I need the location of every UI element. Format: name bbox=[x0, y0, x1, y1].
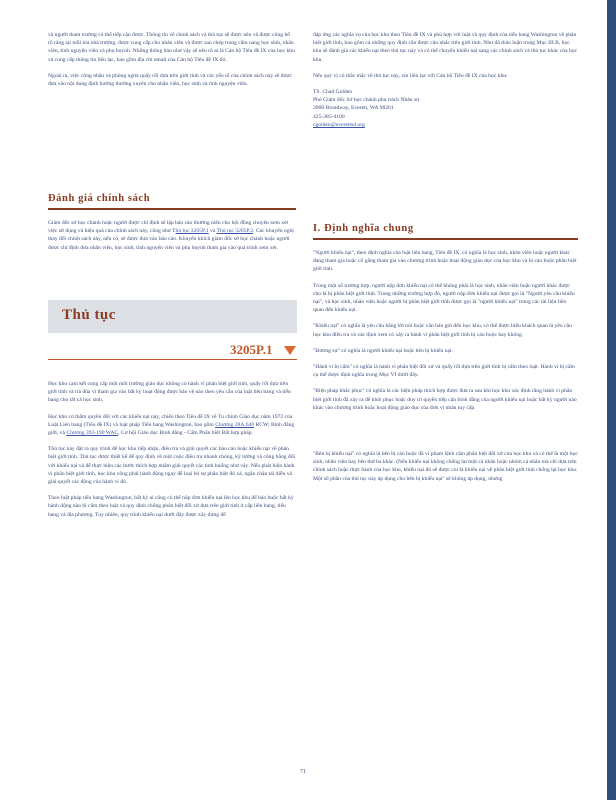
procedure-heading: Thủ tục bbox=[62, 307, 116, 323]
definition-complainant: "Người khiếu nại", theo định nghĩa của luật liên bang, Tiêu đề IX, có nghĩa là học sinh, nhân viên hoặc người khác đang tham gia hoặc cố gắng tham gia vào chương trình hoặc hoạt động giáo dục của học khu và bị cáo buộc phân biệt giới tính. bbox=[313, 250, 577, 273]
definition-prohibited-conduct: "Hành vi bị cấm" có nghĩa là hành vi phân biệt đối xử và quấy rối dựa trên giới tính bị cấm theo luật. Hành vi bị cấm cụ thể được định nghĩa trong Mục VI dưới đây. bbox=[313, 364, 575, 379]
review-text-b: và bbox=[208, 228, 217, 235]
chapter-392-190-link[interactable]: Chương 392-190 WAC bbox=[66, 430, 119, 437]
procedure-band bbox=[48, 300, 297, 333]
definition-complaint: "Khiếu nại" có nghĩa là yêu cầu bằng lời nói hoặc văn bản gửi đến học khu, có thể được hiểu khách quan là yêu cầu học khu điều tra và xác định xem có xảy ra hành vi phân biệt giới tính bị cáo buộc hay không. bbox=[313, 323, 572, 338]
procedure-para-1: Học khu cam kết cung cấp một môi trường giáo dục không có hành vi phân biệt giới tính, quấy rối dựa trên giới tính và trả đũa vì tham gia vào bất kỳ hoạt động được bảo vệ nào theo yêu cầu của luật liên bang và tiểu bang cho tất cả học sinh. bbox=[48, 381, 291, 404]
procedure-body bbox=[48, 380, 296, 519]
proc-p2-a: Học khu có thẩm quyền đối với các khiếu nại này, chiếu theo Tiêu đề IX về Tu chính Giáo dục năm 1972 của Luật Liên bang (Tiêu đề IX) và luật pháp Tiểu bang Washington, bao gồm bbox=[48, 413, 293, 428]
chapter-28a640-link[interactable]: Chương 28A.640 bbox=[215, 421, 255, 428]
page-edge-bar bbox=[607, 0, 616, 800]
policy-review-section bbox=[48, 192, 296, 252]
procedure-para-3: Thủ tục này đặt ra quy trình để học khu tiếp nhận, điều tra và giải quyết các báo cáo hoặc khiếu nại về phân biệt giới tính. Thủ tục được thiết kế để quy định về một cuộc điều tra nhanh chóng, kỹ lưỡng và công bằng đối với khiếu nại và để thực hiện các bước thích hợp nhằm giải quyết các tình huống như vậy. Nếu phát hiện hành vi phân biệt giới tính, học khu công phải hành động ngay để loại bỏ sự phân biệt đó xả, ngăn chặn tái diễn và giải quyết các động của hành vi đó. bbox=[48, 446, 296, 486]
review-text-c: . Các khuyến nghị thay đổi chính sách này, nếu có, sẽ được đưa vào báo cáo. Khuyến khích giám đốc sở học chánh hoặc người được chỉ định đưa nhân viên, học sinh, tình nguyện viên và phụ huynh tham gia vào quá trình xem xét. bbox=[48, 228, 294, 251]
procedure-3205p2-link[interactable]: Thủ tục 3205P.2 bbox=[216, 228, 254, 235]
proc-p2-b: RCW; Bình đẳng giới, và bbox=[48, 421, 295, 437]
procedure-para-2 bbox=[48, 413, 296, 438]
right-column bbox=[313, 31, 578, 129]
left-column bbox=[48, 31, 296, 88]
right-para-2: Nếu quý vị có thắc mắc về thủ tục này, xin liên lạc với Cán bộ Tiêu đề IX của học khu: bbox=[313, 72, 508, 79]
policy-review-text bbox=[48, 219, 296, 252]
contact-email-link[interactable]: cgolden@everettsd.org bbox=[313, 121, 365, 128]
contact-title: Phó Giám đốc Sở học chánh phụ trách Nhân sự bbox=[313, 97, 420, 104]
definitions-section bbox=[313, 222, 578, 483]
left-para-1: và người tham trường có thể tiếp cận được. Thông tin về chính sách và thủ tục sẽ được nêu và được công bố rõ ràng tại mỗi tòa nhà trường, được cung cấp cho nhân viên và được sao chép trong cẩm nang học sinh, nhân viên, tình nguyện viên và phụ huynh. Những thông báo như vậy sẽ nêu rõ ai là Cán bộ Tiêu đề IX của học khu và cung cấp thông tin liên lạc, bao gồm địa chỉ email của Cán bộ Tiêu đề IX đó. bbox=[48, 32, 295, 63]
policy-review-heading: Đánh giá chính sách bbox=[48, 193, 151, 204]
page-number: 71 bbox=[300, 769, 306, 775]
contact-name: TS. Chad Golden bbox=[313, 89, 352, 96]
procedure-number: 3205P.1 bbox=[230, 342, 273, 357]
definition-party: "Đương sự" có nghĩa là người khiếu nại hoặc bên bị khiếu nại. bbox=[313, 347, 453, 354]
contact-address: 3900 Broadway, Everett, WA 98201 bbox=[313, 105, 394, 112]
definition-requester: Trong một số trường hợp, người nộp đơn khiếu nại có thể không phải là học sinh, nhân viên hoặc người khác được cho là bị phân biệt giới tính. Trong những trường hợp đó, người nộp đơn khiếu nại được gọi là "Người yêu cầu khiếu nại", và học sinh, nhân viên hoặc người bị phân biệt giới tính được gọi là "người khiếu nại" trong các tài liệu liên quan đến khiếu nại. bbox=[313, 282, 575, 314]
right-para-1: đáp ứng các nghĩa vụ của học khu theo Tiêu đề IX và phù hợp với luật và quy định của tiểu bang Washington về phân biệt giới tính, bao gồm cả những quy định cần được cân nhắc trên giới tính. Như đã thảo luận trong Mục III.B, học khu sẽ đánh giá các khiếu nại theo thủ tục này và có thể chuyển khiếu nại sang các chính sách và thủ tục khác của học khu. bbox=[313, 32, 578, 63]
procedure-para-4: Theo luật pháp tiểu bang Washington, bất kỳ ai cũng có thể nộp đơn khiếu nại lên học khu để báo buộc bất kỳ hành động nào bị cấm theo luật và quy định chống phân biệt đối xử dựa trên giới tính ở cấp liên bang, tiểu bang và địa phương. Tuy nhiên, quy trình khiếu nại dưới đây được xây dựng để bbox=[48, 495, 294, 518]
procedure-3205p1-link[interactable]: hủ tục 3205P.1 bbox=[175, 228, 209, 235]
triangle-down-icon bbox=[284, 346, 296, 355]
definition-respondent: "Bên bị khiếu nại" có nghĩa là bên bị cáo buộc đã vi phạm lệnh cấm phân biệt đối xử của học khu và có thể là một học sinh, nhân viên hay bên thứ ba khác. (Nếu khiếu nại không chống lại một cá nhân hoặc nhóm cá nhân mà chỉ dựa trên chính sách hoặc thực hành của học khu, khiếu nại đó sẽ được coi là khiếu nại về phân biệt giới tính chống lại học khu. Một số phần của thủ tục này áp dụng cho bên bị khiếu nại" sẽ không áp dụng, nhưng bbox=[313, 451, 578, 482]
left-para-2: Ngoài ra, việc công nhân và phòng ngừa quấy rối dựa trên giới tính và các yếu tố của chính sách này sẽ được đưa vào nội dung định hướng thường xuyên cho nhân viên, học sinh và tình nguyện viên. bbox=[48, 72, 292, 88]
contact-phone: 425-385-4100 bbox=[313, 113, 345, 120]
definition-remedies: "Biện pháp khắc phục" có nghĩa là các biện pháp thích hợp được đưa ra sau khi học khu xác định rằng hành vi phân biệt giới tính đã xảy ra để khôi phục hoặc duy trì quyền tiếp cận bình đẳng của người khiếu nại hoặc bất kỳ người nào khác vào chương trình hoặc hoạt động giáo dục của đơn vị nhân tuy cấp. bbox=[313, 388, 577, 411]
procedure-rule bbox=[48, 359, 297, 360]
review-text-a: Giám đốc sở học chánh hoặc người được chỉ định sẽ lập báo cáo thường niên cho hội đồng chuyên xem xét việc sử dụng và hiệu quả của chính sách này, cũng như T bbox=[48, 220, 289, 235]
definitions-heading: I. Định nghĩa chung bbox=[313, 223, 414, 234]
proc-p2-c: , Cơ hội Giáo dục Bình đẳng - Cấm Phân biệt Bất hợp pháp. bbox=[118, 430, 253, 437]
